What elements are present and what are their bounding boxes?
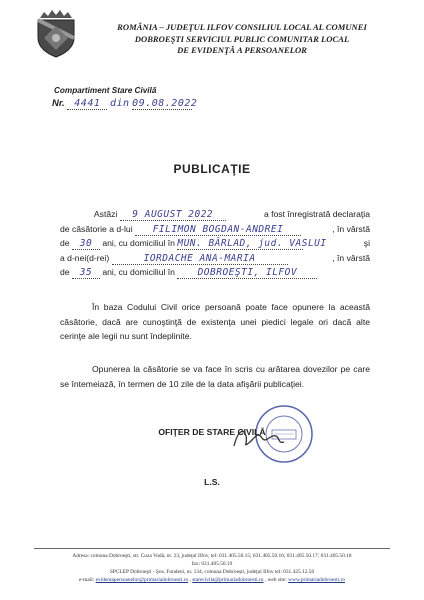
bride-intro: a d-nei(d-rei) [60, 252, 110, 263]
bride-age-label: , în vârstă [332, 252, 370, 263]
footer-emails [34, 576, 390, 584]
header-line-2: DOBROEŞTI SERVICIUL PUBLIC COMUNITAR LOCAL [134, 33, 350, 44]
marriage-text: de căsătorie a d-lui [60, 223, 133, 234]
compartment-label: Compartiment Stare Civilă [54, 86, 157, 95]
opposition-procedure-paragraph: Opunerea la căsătorie se va face în scris cu arătarea dovezilor pe care se întemeiază, în termen de 10 zile de la data afişării publicaţiei. [60, 364, 370, 389]
email-separator: , [188, 577, 193, 583]
bride-name: IORDACHE ANA-MARIA [143, 252, 256, 264]
astazi-label: Astăzi [93, 209, 118, 219]
groom-age: 30 [79, 238, 93, 249]
bride-domicile-label: ani, cu domiciliul în [102, 267, 175, 277]
email-evidenta-link[interactable]: evidentapersoanelor@primariadobroesti.ro [95, 577, 189, 583]
declaration-date: 9 AUGUST 2022 [132, 209, 214, 220]
signature-icon [228, 424, 288, 452]
groom-age-label: , în vârstă [332, 223, 370, 234]
coat-of-arms-icon [34, 8, 78, 58]
registration-number [52, 98, 198, 110]
bride-age: 35 [79, 267, 93, 278]
din-label: din [109, 98, 130, 109]
nr-value: 4441 [74, 98, 101, 109]
locus-sigilli: L.S. [204, 477, 220, 487]
footer-spclep: SPCLEP Dobroeşti - Şos. Fundeni, nr. 134, comuna Dobroeşti, judeţul Ilfov tel: 031.425.12.50 [109, 569, 315, 575]
document-title: PUBLICAŢIE [173, 162, 251, 176]
footer-contact [34, 552, 390, 584]
declaration-body [60, 207, 370, 280]
groom-domicile-label: ani, cu domiciliul în [102, 238, 175, 248]
de-label: de [60, 238, 70, 248]
footer-fax: fax: 031.405.50.19 [191, 561, 233, 567]
website-label: , web site: [263, 577, 289, 583]
institution-header [92, 22, 392, 57]
officer-title: OFIŢER DE STARE CIVILĂ [158, 427, 266, 437]
footer-address: Adresa: comuna Dobroeşti, str. Cuza Vodă, nr. 23, judeţul Ilfov, tel: 031.405.50.15; 031.405.50.16; 031.405.50.17; 031.405.50.18 [72, 553, 352, 559]
registered-text: a fost înregistrată declaraţia [263, 209, 370, 219]
groom-address: MUN. BÂRLAD, jud. VASLUI [177, 238, 327, 249]
header-line-1: ROMÂNIA – JUDEŢUL ILFOV CONSILIUL LOCAL AL COMUNEI [117, 22, 367, 32]
footer-divider [34, 548, 390, 549]
bride-address: DOBROEŞTI, ILFOV [197, 267, 298, 278]
website-link[interactable]: www.primariadobroesti.ro [288, 577, 346, 583]
groom-name: FILIMON BOGDAN-ANDREI [152, 223, 284, 235]
si-label: şi [363, 238, 370, 248]
email-label: e-mail: [78, 577, 96, 583]
registration-date: 09.08.2022 [132, 98, 198, 109]
opposition-paragraph: În baza Codului Civil orice persoană poate face opunere la această căsătorie, dacă are cunoştinţă de existenţa unei piedici legale ori dacă alte cerinţe ale legii nu sunt îndeplinite. [60, 302, 370, 341]
nr-label: Nr. [52, 98, 65, 109]
bride-de-label: de [60, 267, 70, 277]
header-line-3: DE EVIDENŢĂ A PERSOANELOR [177, 45, 307, 55]
email-starecivila-link[interactable]: starecivila@primariadobroesti.ro [192, 577, 264, 583]
